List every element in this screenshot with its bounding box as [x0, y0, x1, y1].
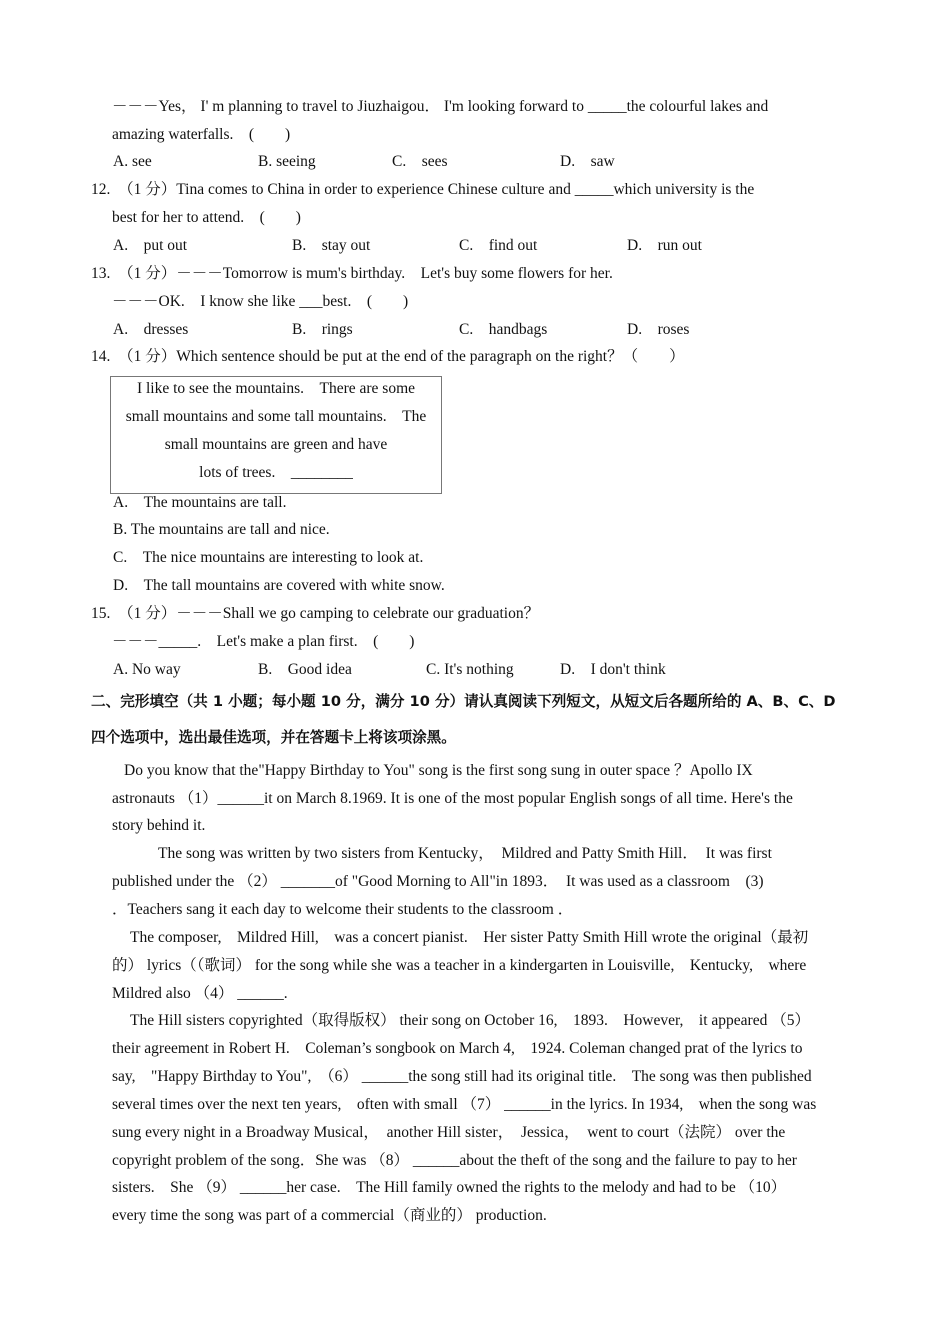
q12-option-d[interactable]: D. run out — [627, 237, 702, 254]
q15-option-a[interactable]: A. No way — [113, 661, 181, 678]
q15-option-c[interactable]: C. It's nothing — [426, 661, 514, 678]
q14-option-b[interactable]: B. The mountains are tall and nice. — [113, 521, 330, 538]
q11-option-c[interactable]: C. sees — [392, 153, 448, 170]
passage-line: say, "Happy Birthday to You", （6） ______the song still had its original title. The song was then published — [112, 1068, 812, 1085]
q14-box-line: I like to see the mountains. There are some — [136, 380, 416, 397]
passage-line: ．Teachers sang it each day to welcome their students to the classroom ． — [112, 901, 574, 918]
q12-option-b[interactable]: B. stay out — [292, 237, 371, 254]
q13-line1: 13. （1 分）－－－Tomorrow is mum's birthday. Let's buy some flowers for her. — [91, 265, 613, 282]
q12-line1: 12. （1 分）Tina comes to China in order to experience Chinese culture and _____which university is the — [91, 181, 755, 198]
passage-line: several times over the next ten years, often with small （7） ______in the lyrics. In 1934, when the song was — [112, 1096, 817, 1113]
passage-line: sung every night in a Broadway Musical， another Hill sister， Jessica， went to court（法院） over the — [112, 1124, 786, 1141]
q11-line2: amazing waterfalls. ( ) — [112, 126, 291, 143]
passage-line: published under the （2） _______of "Good Morning to All"in 1893． It was used as a classroom (3) — [112, 873, 764, 890]
passage-line: Mildred also （4） ______. — [112, 985, 288, 1002]
q13-option-a[interactable]: A. dresses — [113, 321, 189, 338]
q15-line1: 15. （1 分）－－－Shall we go camping to celebrate our graduation？ — [91, 605, 540, 622]
q12-line2: best for her to attend. ( ) — [112, 209, 301, 226]
q15-option-d[interactable]: D. I don't think — [560, 661, 666, 678]
passage-line: The song was written by two sisters from Kentucky， Mildred and Patty Smith Hill． It was first — [158, 845, 772, 862]
q11-line1: －－－Yes， I' m planning to travel to Jiuzhaigou． I'm looking forward to _____the colourful lakes and — [112, 98, 769, 115]
q13-option-d[interactable]: D. roses — [627, 321, 690, 338]
q15-option-b[interactable]: B. Good idea — [258, 661, 352, 678]
q14-box-line: small mountains and some tall mountains. The — [125, 408, 427, 425]
q14-box-line: lots of trees. ________ — [199, 464, 353, 481]
section2-header-line2: 四个选项中，选出最佳选项，并在答题卡上将该项涂黑。 — [91, 729, 456, 746]
passage-line: astronauts （1）______it on March 8.1969. It is one of the most popular English songs of all time. Here's the — [112, 790, 793, 807]
passage-line: sisters. She （9） ______her case. The Hill family owned the rights to the melody and had to be （10） — [112, 1179, 787, 1196]
passage-line: 的） lyrics（（歌词） for the song while she was a teacher in a kindergarten in Louisville, Kentucky, where — [112, 957, 807, 974]
passage-line: story behind it. — [112, 817, 206, 834]
q14-box-line: small mountains are green and have — [164, 436, 388, 453]
passage-line: every time the song was part of a commercial（商业的） production. — [112, 1207, 547, 1224]
q12-option-c[interactable]: C. find out — [459, 237, 538, 254]
q14-option-c[interactable]: C. The nice mountains are interesting to look at. — [113, 549, 424, 566]
q14-option-a[interactable]: A. The mountains are tall. — [113, 494, 287, 511]
q14-paragraph-box — [110, 376, 442, 494]
q12-option-a[interactable]: A. put out — [113, 237, 188, 254]
q13-option-b[interactable]: B. rings — [292, 321, 353, 338]
q11-option-d[interactable]: D. saw — [560, 153, 615, 170]
passage-line: The Hill sisters copyrighted（取得版权） their song on October 16, 1893. However, it appeared （5） — [130, 1012, 810, 1029]
q14-option-d[interactable]: D. The tall mountains are covered with white snow. — [113, 577, 445, 594]
q14-line1: 14. （1 分）Which sentence should be put at the end of the paragraph on the right？（ ） — [91, 348, 685, 365]
q11-option-b[interactable]: B. seeing — [258, 153, 316, 170]
passage-line: copyright problem of the song．She was （8） ______about the theft of the song and the failure to pay to her — [112, 1152, 797, 1169]
passage-line: Do you know that the"Happy Birthday to You" song is the first song sung in outer space ？Apollo IX — [124, 762, 753, 779]
q11-option-a[interactable]: A. see — [113, 153, 152, 170]
passage-line: their agreement in Robert H. Coleman’s songbook on March 4, 1924. Coleman changed prat of the lyrics to — [112, 1040, 803, 1057]
section2-header-line1: 二、完形填空（共 1 小题；每小题 10 分，满分 10 分）请认真阅读下列短文，从短文后各题所给的 A、B、C、D — [91, 693, 836, 710]
q13-line2: －－－OK. I know she like ___best. ( ) — [112, 293, 409, 310]
q13-option-c[interactable]: C. handbags — [459, 321, 548, 338]
passage-line: The composer, Mildred Hill, was a concert pianist. Her sister Patty Smith Hill wrote the original（最初 — [130, 929, 809, 946]
q15-line2: －－－_____. Let's make a plan first. ( ) — [112, 633, 415, 650]
